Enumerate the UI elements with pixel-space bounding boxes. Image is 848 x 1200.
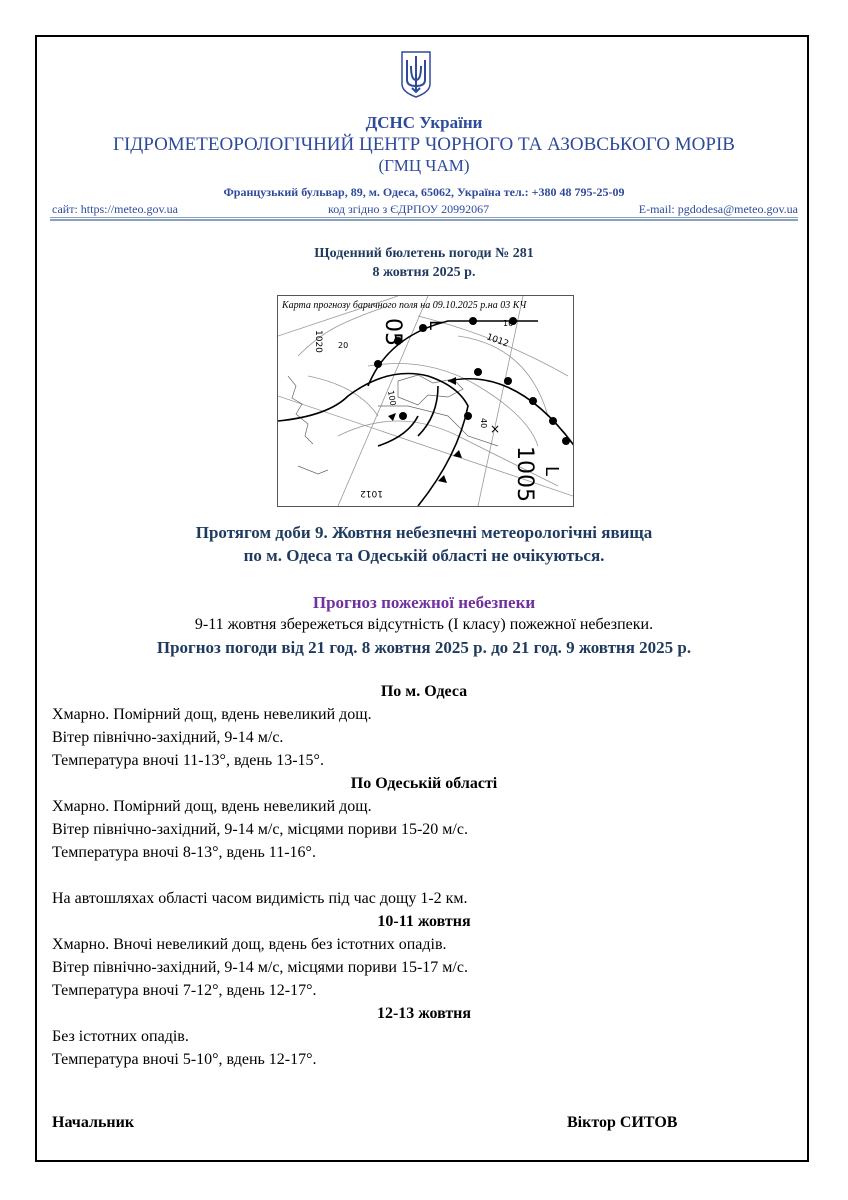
forecast-line: Температура вночі 7-12°, вдень 12-17°.: [52, 982, 317, 999]
warning-line-1: Протягом доби 9. Жовтня небезпечні метеорологічні явища: [195, 523, 653, 542]
forecast-title: Прогноз погоди від 21 год. 8 жовтня 2025 р. до 21 год. 9 жовтня 2025 р.: [156, 638, 692, 657]
pressure-label: 1005: [512, 446, 537, 502]
pressure-forecast-map: [277, 295, 574, 507]
site-link[interactable]: сайт: https://meteo.gov.ua: [52, 202, 179, 216]
fire-text: 9-11 жовтня збережеться відсутність (І класу) пожежної небезпеки.: [194, 616, 654, 633]
isobar-label: 20: [338, 341, 349, 350]
warning-line-2: по м. Одеса та Одеській області не очікуються.: [243, 546, 605, 565]
forecast-line: Хмарно. Помірний дощ, вдень невеликий дощ.: [52, 798, 372, 815]
forecast-line: Температура вночі 8-13°, вдень 11-16°.: [52, 844, 316, 861]
bulletin-title: Щоденний бюлетень погоди № 281: [314, 246, 534, 261]
section-heading: 12-13 жовтня: [376, 1005, 472, 1022]
low-pressure-marker: L: [541, 466, 562, 477]
forecast-line: Температура вночі 11-13°, вдень 13-15°.: [52, 752, 324, 769]
edrpou: код згідно з ЄДРПОУ 20992067: [328, 202, 490, 216]
address: Французький бульвар, 89, м. Одеса, 65062, Україна тел.: +380 48 795-25-09: [223, 185, 625, 199]
section-heading: 10-11 жовтня: [377, 913, 471, 930]
isobar-label: 100: [386, 389, 398, 407]
section-heading: По м. Одеса: [380, 683, 468, 700]
forecast-line: Вітер північно-західний, 9-14 м/с.: [52, 729, 284, 746]
org-name: ДСНС України: [365, 113, 483, 132]
signature-name: Віктор СИТОВ: [567, 1114, 678, 1131]
forecast-line: Без істотних опадів.: [52, 1028, 189, 1045]
isobar-label: 1020: [313, 330, 323, 353]
low-pressure-marker: L: [425, 320, 446, 331]
pressure-center-marker: ×: [490, 422, 501, 436]
section-heading: По Одеській області: [350, 775, 498, 792]
forecast-line: Хмарно. Вночі невеликий дощ, вдень без істотних опадів.: [52, 936, 447, 953]
bulletin-date: 8 жовтня 2025 р.: [372, 265, 476, 280]
center-name: ГІДРОМЕТЕОРОЛОГІЧНИЙ ЦЕНТР ЧОРНОГО ТА АЗОВСЬКОГО МОРІВ: [113, 134, 735, 155]
isobar-label: 16: [503, 319, 514, 328]
center-abbr: (ГМЦ ЧАМ): [378, 156, 470, 175]
forecast-line: Хмарно. Помірний дощ, вдень невеликий дощ.: [52, 706, 372, 723]
forecast-line: Температура вночі 5-10°, вдень 12-17°.: [52, 1051, 317, 1068]
isobar-label: 1012: [360, 488, 383, 498]
trident-coat-of-arms-icon: [400, 50, 432, 98]
header-divider: [50, 217, 798, 221]
forecast-line: Вітер північно-західний, 9-14 м/с, місцями пориви 15-17 м/с.: [52, 959, 468, 976]
fire-title: Прогноз пожежної небезпеки: [312, 593, 536, 612]
isobar-label: 1012: [484, 332, 510, 350]
map-caption: Карта прогнозу баричного поля на 09.10.2025 р.на 03 КЧ: [282, 300, 527, 311]
isobar-label: 40: [479, 418, 488, 429]
forecast-line: Вітер північно-західний, 9-14 м/с, місцями пориви 15-20 м/с.: [52, 821, 468, 838]
map-drawing: [278, 296, 573, 506]
forecast-line: На автошляхах області часом видимість під час дощу 1-2 км.: [52, 890, 468, 907]
signature-position: Начальник: [52, 1114, 135, 1131]
email-link[interactable]: E-mail: pgdodesa@meteo.gov.ua: [638, 202, 798, 216]
pressure-label: 05: [380, 318, 405, 346]
